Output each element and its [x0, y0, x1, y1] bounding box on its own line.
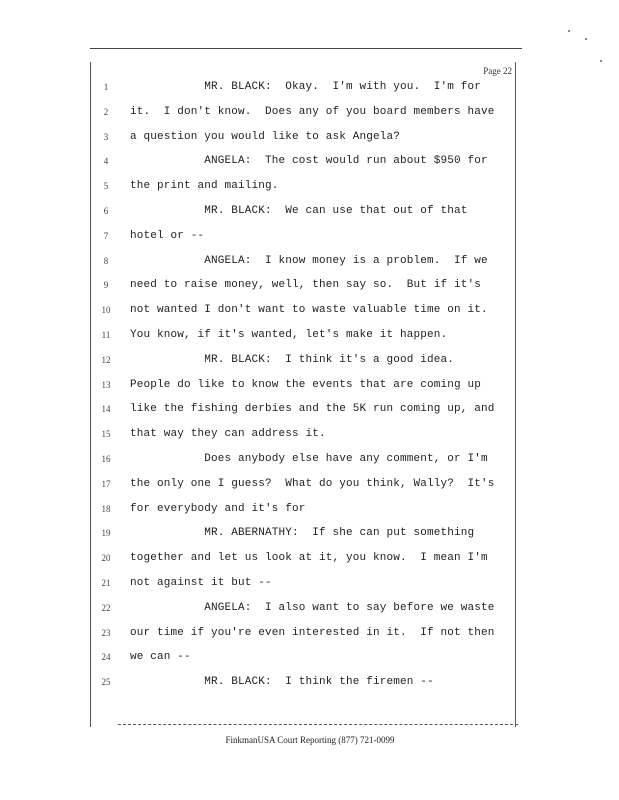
line-number: 9	[103, 280, 109, 290]
transcript-line: not wanted I don't want to waste valuable time on it.	[130, 304, 488, 316]
scan-speck	[585, 38, 587, 40]
line-number: 10	[101, 305, 111, 315]
line-number: 23	[101, 628, 111, 638]
line-number: 13	[101, 380, 111, 390]
line-number: 19	[101, 528, 111, 538]
transcript-line: hotel or --	[130, 230, 205, 242]
transcript-line: like the fishing derbies and the 5K run coming up, and	[130, 403, 495, 415]
transcript-line: the print and mailing.	[130, 180, 279, 192]
line-number: 20	[101, 553, 111, 563]
transcript-line: You know, if it's wanted, let's make it happen.	[130, 329, 448, 341]
line-number: 16	[101, 454, 111, 464]
line-number: 17	[101, 479, 111, 489]
transcript-line: ANGELA: I also want to say before we waste	[130, 602, 495, 614]
line-number: 2	[103, 107, 109, 117]
line-number: 24	[101, 652, 111, 662]
line-number: 6	[103, 206, 109, 216]
transcript-line: ANGELA: The cost would run about $950 for	[130, 155, 488, 167]
transcript-line: a question you would like to ask Angela?	[130, 131, 401, 143]
line-number: 25	[101, 677, 111, 687]
transcript-line: Does anybody else have any comment, or I'm	[130, 453, 488, 465]
line-number: 1	[103, 82, 109, 92]
transcript-line: that way they can address it.	[130, 428, 326, 440]
right-margin-line	[515, 62, 516, 727]
transcript-line: People do like to know the events that are coming up	[130, 379, 482, 391]
line-number: 15	[101, 429, 111, 439]
line-number: 5	[103, 181, 109, 191]
reporter-footer: FinkmanUSA Court Reporting (877) 721-0099	[225, 735, 395, 745]
line-number: 18	[101, 504, 111, 514]
transcript-line: together and let us look at it, you know. I mean I'm	[130, 552, 488, 564]
scan-speck	[568, 30, 570, 32]
page-number: Page 22	[483, 66, 512, 76]
line-number: 14	[101, 404, 111, 414]
bottom-rule	[118, 724, 518, 725]
transcript-line: MR. BLACK: Okay. I'm with you. I'm for	[130, 81, 482, 93]
top-rule	[90, 48, 522, 49]
line-number: 7	[103, 231, 109, 241]
transcript-line: MR. BLACK: We can use that out of that	[130, 205, 468, 217]
transcript-line: MR. BLACK: I think it's a good idea.	[130, 354, 455, 366]
line-number: 12	[101, 355, 111, 365]
line-number: 11	[101, 330, 111, 340]
transcript-line: not against it but --	[130, 577, 272, 589]
transcript-line: our time if you're even interested in it. If not then	[130, 627, 495, 639]
line-number: 21	[101, 578, 111, 588]
transcript-line: MR. ABERNATHY: If she can put something	[130, 527, 475, 539]
line-number: 4	[103, 156, 109, 166]
transcript-line: ANGELA: I know money is a problem. If we	[130, 255, 488, 267]
scan-speck	[600, 60, 602, 62]
transcript-line: for everybody and it's for	[130, 503, 306, 515]
transcript-line: we can --	[130, 651, 191, 663]
transcript-line: MR. BLACK: I think the firemen --	[130, 676, 434, 688]
line-number: 22	[101, 603, 111, 613]
line-number: 8	[103, 256, 109, 266]
transcript-line: the only one I guess? What do you think, Wally? It's	[130, 478, 495, 490]
left-margin-line	[90, 62, 91, 727]
line-number: 3	[103, 132, 109, 142]
transcript-line: it. I don't know. Does any of you board members have	[130, 106, 495, 118]
transcript-line: need to raise money, well, then say so. But if it's	[130, 279, 482, 291]
